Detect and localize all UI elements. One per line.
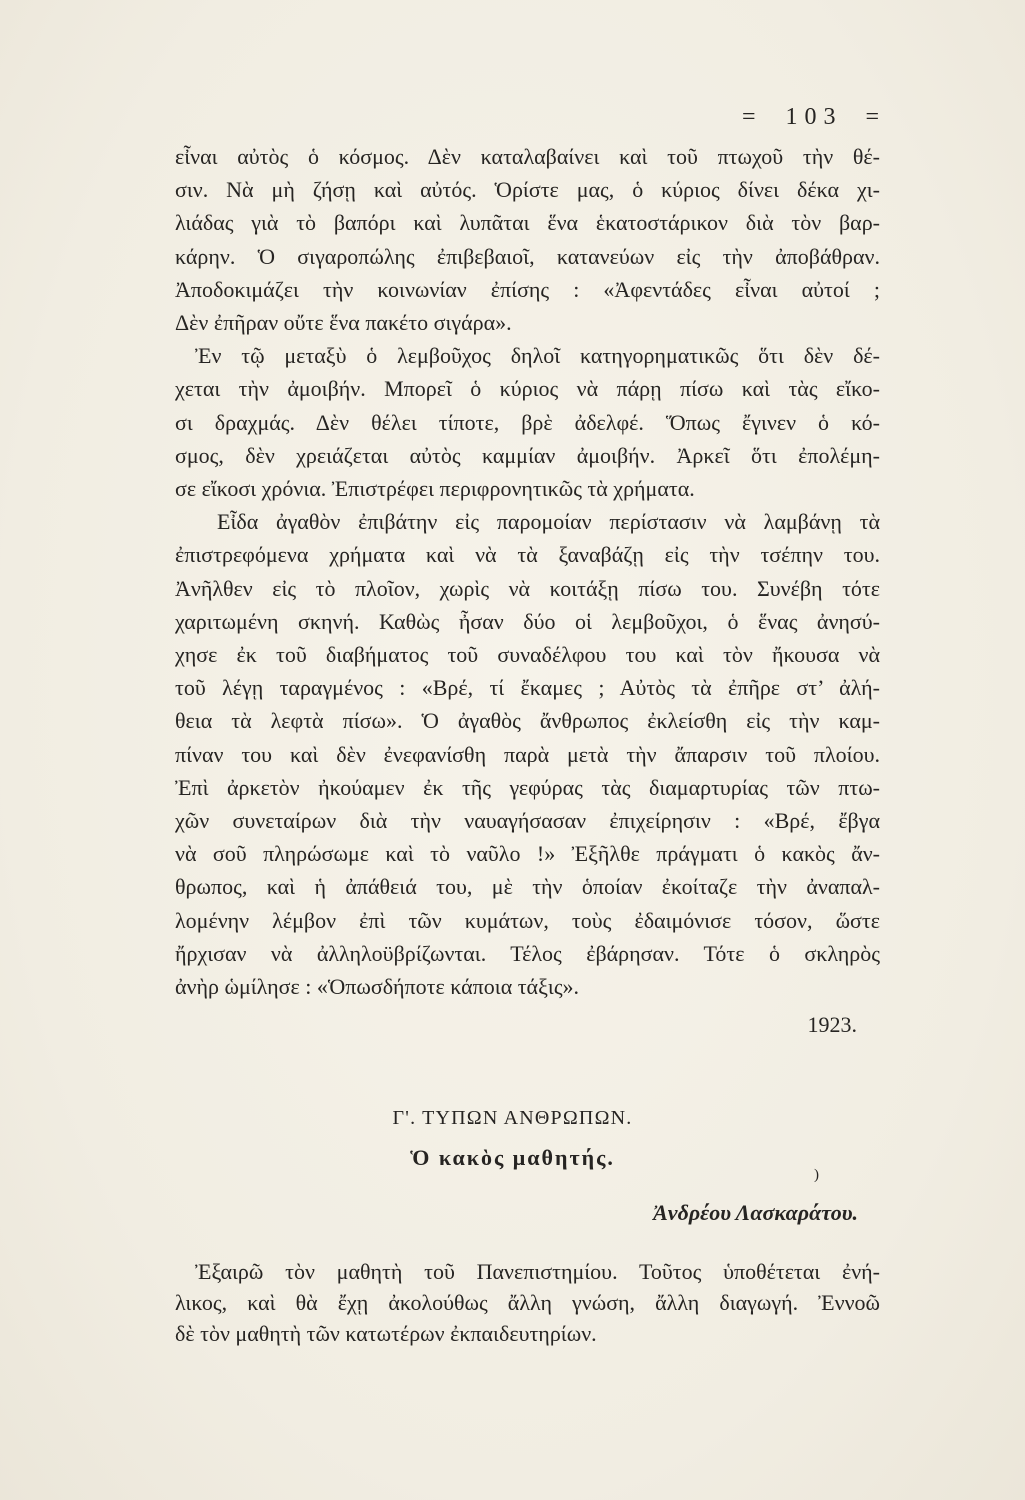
text-line: Ἀνῆλθεν εἰς τὸ πλοῖον, χωρὶς νὰ κοιτάξῃ πίσω του. Συνέβη τότε (175, 575, 880, 601)
author-name: Ἀνδρέου Λασκαράτου. (653, 1200, 858, 1225)
text-line: ἤρχισαν νὰ ἀλληλοϋβρίζωνται. Τέλος ἐβάρησαν. Τότε ὁ σκληρὸς (175, 940, 880, 966)
section-heading: Γ'. ΤΥΠΩΝ ΑΝΘΡΩΠΩΝ. (392, 1107, 633, 1129)
text-line: ἐπιστρεφόμενα χρήματα καὶ νὰ τὰ ξαναβάζῃ εἰς τὴν τσέπην του. (175, 542, 880, 568)
text-line: χῶν συνεταίρων διὰ τὴν ναυαγήσασαν ἐπιχείρησιν : «Βρέ, ἔβγα (175, 808, 880, 834)
text-line: εἶναι αὐτὸς ὁ κόσμος. Δὲν καταλαβαίνει καὶ τοῦ πτωχοῦ τὴν θέ- (175, 144, 880, 169)
text-line: νὰ σοῦ πληρώσωμε καὶ τὸ ναῦλο !» Ἐξῆλθε πράγματι ὁ κακὸς ἄν- (175, 841, 880, 867)
body-text (175, 140, 880, 1003)
text-line: χεται τὴν ἀμοιβήν. Μπορεῖ ὁ κύριος νὰ πάρῃ πίσω καὶ τὰς εἴκο- (175, 376, 880, 402)
paragraph (175, 505, 880, 1003)
paragraph (175, 140, 880, 339)
essay-title: Ὁ κακὸς μαθητής. (410, 1145, 615, 1170)
text-line: λομένην λέμβον ἐπὶ τῶν κυμάτων, τοὺς ἐδαιμόνισε τόσον, ὥστε (175, 907, 880, 933)
text-line: Εἶδα ἀγαθὸν ἐπιβάτην εἰς παρομοίαν περίστασιν νὰ λαμβάνῃ τὰ (217, 509, 880, 535)
text-line: θρωπος, καὶ ἡ ἀπάθειά του, μὲ τὴν ὁποίαν ἐκοίταζε τὴν ἀναπαλ- (175, 874, 880, 900)
text-line: θεια τὰ λεφτὰ πίσω». Ὁ ἀγαθὸς ἄνθρωπος ἐκλείσθη εἰς τὴν καμ- (175, 708, 880, 734)
text-line: χαριτωμένη σκηνή. Καθὼς ἦσαν δύο οἱ λεμβοῦχοι, ὁ ἕνας ἀνησύ- (175, 608, 880, 634)
paragraph (175, 339, 880, 505)
essay-paragraph (175, 1256, 880, 1349)
text-line: τοῦ λέγῃ ταραγμένος : «Βρέ, τί ἔκαμες ; Αὐτὸς τὰ ἐπῆρε στ’ ἀλή- (175, 675, 880, 701)
text-line: σι δραχμάς. Δὲν θέλει τίποτε, βρὲ ἀδελφέ. Ὅπως ἔγινεν ὁ κό- (175, 409, 880, 435)
margin-mark: ) (814, 1167, 819, 1183)
text-line: ἀνὴρ ὡμίλησε : «Ὁπωσδήποτε κάποια τάξις». (175, 974, 580, 1000)
text-line: λιάδας γιὰ τὸ βαπόρι καὶ λυπᾶται ἕνα ἑκατοστάρικον διὰ τὸν βαρ- (175, 210, 880, 236)
page-number: = 103 = (742, 104, 887, 130)
text-line: Δὲν ἐπῆραν οὔτε ἕνα πακέτο σιγάρα». (175, 310, 512, 336)
date-signature: 1923. (807, 1012, 857, 1037)
text-line: δὲ τὸν μαθητὴ τῶν κατωτέρων ἐκπαιδευτηρίων. (175, 1321, 597, 1346)
text-line: σε εἴκοσι χρόνια. Ἐπιστρέφει περιφρονητικῶς τὰ χρήματα. (175, 476, 695, 502)
text-line: Ἐπὶ ἀρκετὸν ἠκούαμεν ἐκ τῆς γεφύρας τὰς διαμαρτυρίας τῶν πτω- (175, 774, 880, 800)
text-line: Ἐν τῷ μεταξὺ ὁ λεμβοῦχος δηλοῖ κατηγορηματικῶς ὅτι δὲν δέ- (195, 343, 880, 369)
text-line: Ἀποδοκιμάζει τὴν κοινωνίαν ἐπίσης : «Ἀφεντάδες εἶναι αὐτοί ; (175, 276, 880, 302)
text-line: λικος, καὶ θὰ ἔχῃ ἀκολούθως ἄλλη γνώση, ἄλλη διαγωγή. Ἐννοῶ (175, 1290, 880, 1315)
text-line: Ἐξαιρῶ τὸν μαθητὴ τοῦ Πανεπιστημίου. Τοῦτος ὑποθέτεται ἐνή- (195, 1259, 880, 1284)
text-line: σμος, δὲν χρειάζεται αὐτὸς καμμίαν ἀμοιβήν. Ἀρκεῖ ὅτι ἐπολέμη- (175, 442, 880, 468)
text-line: σιν. Νὰ μὴ ζήσῃ καὶ αὐτός. Ὁρίστε μας, ὁ κύριος δίνει δέκα χι- (175, 177, 880, 203)
text-line: κάρην. Ὁ σιγαροπώλης ἐπιβεβαιοῖ, κατανεύων εἰς τὴν ἀποβάθραν. (175, 243, 880, 269)
text-line: πίναν του καὶ δὲν ἐνεφανίσθη παρὰ μετὰ τὴν ἄπαρσιν τοῦ πλοίου. (175, 741, 880, 767)
text-line: χησε ἐκ τοῦ διαβήματος τοῦ συναδέλφου του καὶ τὸν ἤκουσα νὰ (175, 642, 880, 668)
